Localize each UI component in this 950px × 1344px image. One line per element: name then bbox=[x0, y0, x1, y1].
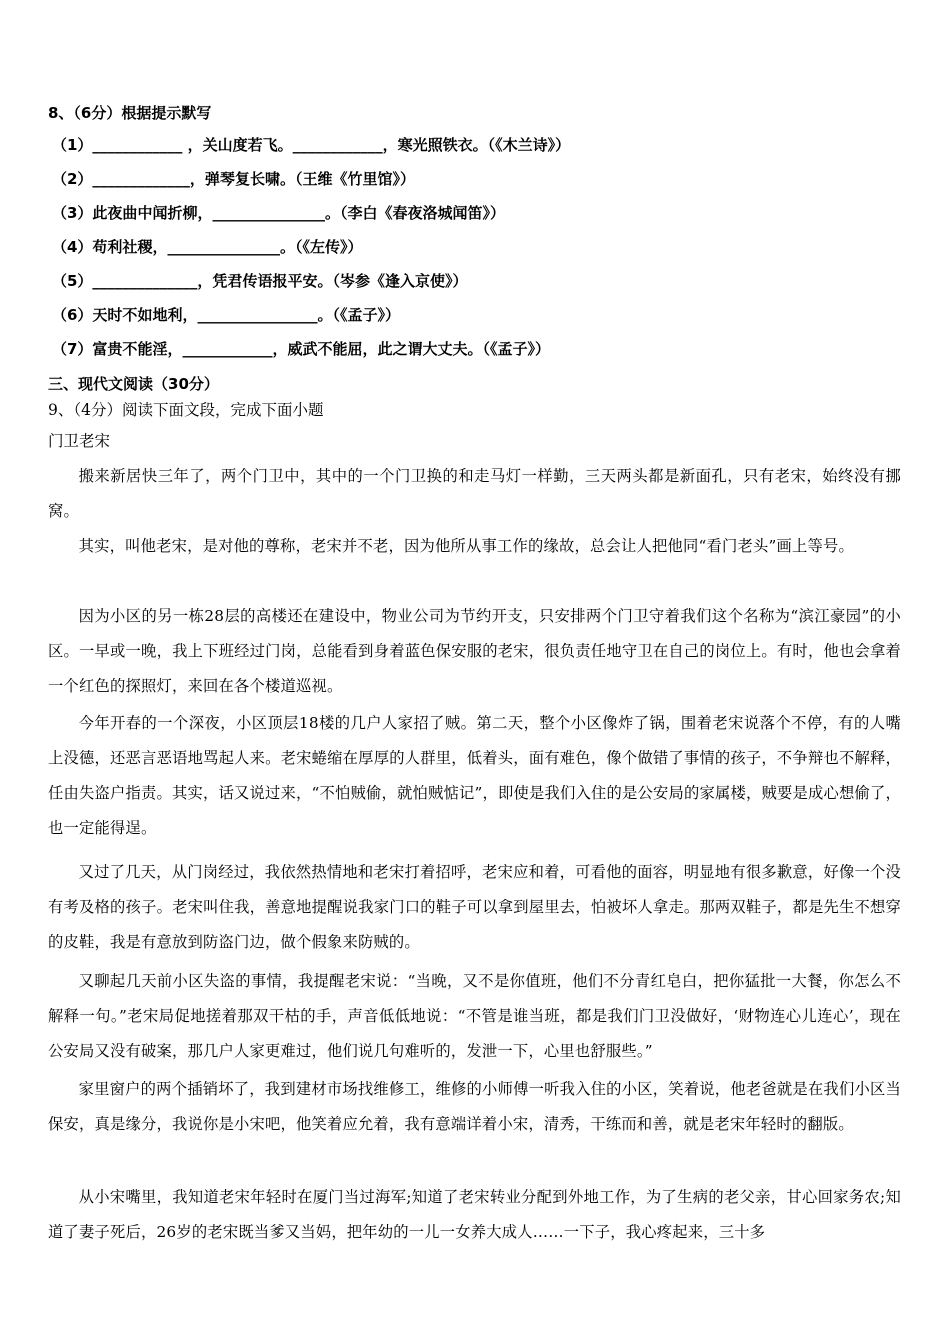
question-8-item-6: （6）天时不如地利，________________。（《孟子》） bbox=[52, 306, 400, 324]
passage-paragraph-4: 今年开春的一个深夜，小区顶层18楼的几户人家招了贼。第二天，整个小区像炸了锅，围着老宋说落个不停，有的人嘴上没德，还恶言恶语地骂起人来。老宋蜷缩在厚厚的人群里，低着头，面有难色，像个做错了事情的孩子，不争辩也不解释，任由失盗户指责。其实，话又说过来，“不怕贼偷，就怕贼惦记”，即使是我们入住的是公安局的家属楼，贼要是成心想偷了，也一定能得逞。 bbox=[48, 714, 901, 837]
section-3-heading: 三、现代文阅读（30分） bbox=[48, 375, 219, 393]
passage-paragraph-6: 又聊起几天前小区失盗的事情，我提醒老宋说：“当晚，又不是你值班，他们不分青红皂白，把你猛批一大餐，你怎么不解释一句。”老宋局促地搓着那双干枯的手，声音低低地说：“不管是谁当班，都是我们门卫没做好，‘财物连心儿连心’，现在公安局又没有破案，那几户人家更难过，他们说几句难听的，发泄一下，心里也舒服些。” bbox=[48, 972, 901, 1060]
passage-paragraph-8: 从小宋嘴里，我知道老宋年轻时在厦门当过海军;知道了老宋转业分配到外地工作，为了生病的老父亲，甘心回家务农;知道了妻子死后，26岁的老宋既当爹又当妈，把年幼的一儿一女养大成人……一下子，我心疼起来，三十多 bbox=[48, 1188, 901, 1241]
passage-paragraph-2: 其实，叫他老宋，是对他的尊称，老宋并不老，因为他所从事工作的缘故，总会让人把他同“看门老头”画上等号。 bbox=[78, 537, 854, 555]
question-8-item-5: （5）______________，凭君传语报平安。（岑参《逢入京使》） bbox=[52, 272, 468, 290]
question-9-title: 9、（4分）阅读下面文段，完成下面小题 bbox=[48, 401, 324, 419]
passage-title: 门卫老宋 bbox=[48, 432, 111, 450]
question-8-item-7: （7）富贵不能淫，____________，威武不能屈，此之谓大丈夫。（《孟子》） bbox=[52, 340, 550, 358]
question-8-item-2: （2）_____________，弹琴复长啸。（王维《竹里馆》） bbox=[52, 170, 415, 188]
passage-paragraph-7: 家里窗户的两个插销坏了，我到建材市场找维修工，维修的小师傅一听我入住的小区，笑着说，他老爸就是在我们小区当保安，真是缘分，我说你是小宋吧，他笑着应允着，我有意端详着小宋，清秀，干练而和善，就是老宋年轻时的翻版。 bbox=[48, 1080, 901, 1133]
question-8-item-3: （3）此夜曲中闻折柳，_______________。（李白《春夜洛城闻笛》） bbox=[52, 204, 505, 222]
passage-paragraph-5: 又过了几天，从门岗经过，我依然热情地和老宋打着招呼，老宋应和着，可看他的面容，明显地有很多歉意，好像一个没有考及格的孩子。老宋叫住我，善意地提醒说我家门口的鞋子可以拿到屋里去，怕被坏人拿走。那两双鞋子，都是先生不想穿的皮鞋，我是有意放到防盗门边，做个假象来防贼的。 bbox=[48, 863, 901, 951]
question-8-title: 8、（6分）根据提示默写 bbox=[48, 104, 212, 122]
question-8-item-1: （1）____________ ，关山度若飞。____________，寒光照铁衣。（《木兰诗》） bbox=[52, 136, 571, 154]
question-8-item-4: （4）苟利社稷，_______________。（《左传》） bbox=[52, 238, 363, 256]
passage-paragraph-3: 因为小区的另一栋28层的高楼还在建设中，物业公司为节约开支，只安排两个门卫守着我们这个名称为“滨江豪园”的小区。一早或一晚，我上下班经过门岗，总能看到身着蓝色保安服的老宋，很负责任地守卫在自己的岗位上。有时，他也会拿着一个红色的探照灯，来回在各个楼道巡视。 bbox=[48, 607, 901, 695]
passage-paragraph-1: 搬来新居快三年了，两个门卫中，其中的一个门卫换的和走马灯一样勤，三天两头都是新面孔，只有老宋，始终没有挪窝。 bbox=[48, 467, 901, 520]
